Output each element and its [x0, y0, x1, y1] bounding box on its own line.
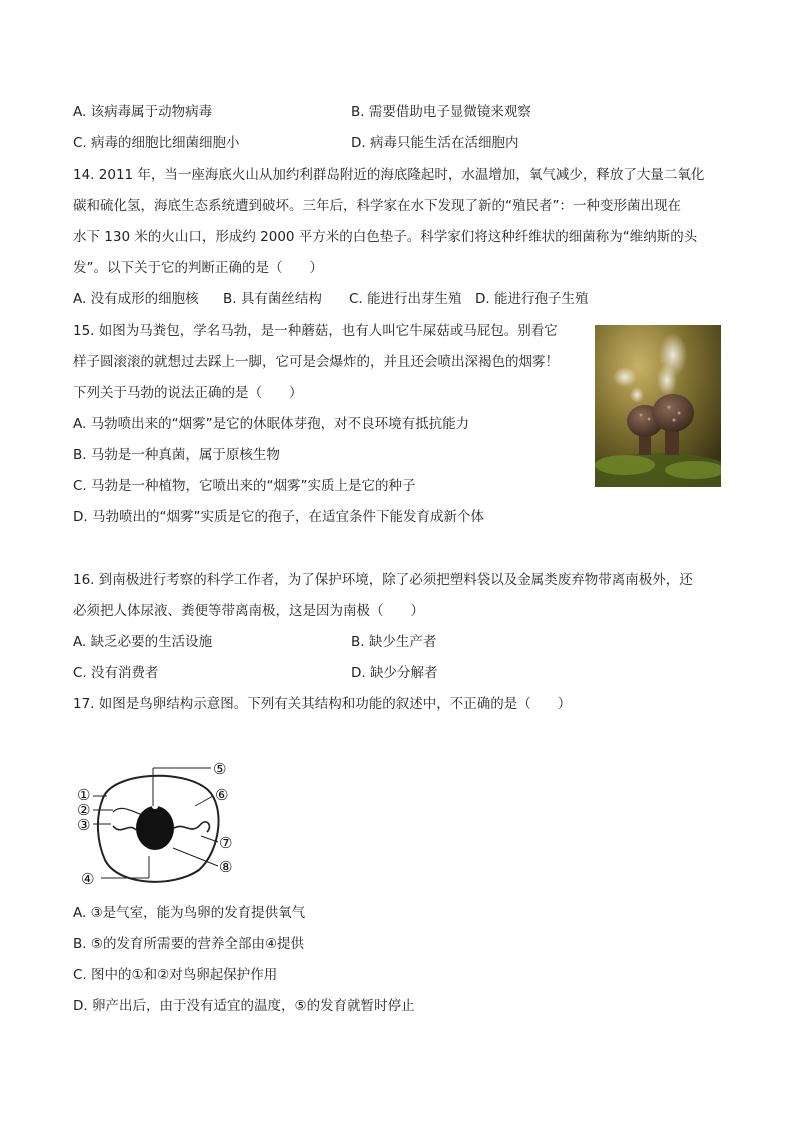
puffball-mushroom-photo [595, 325, 721, 487]
q17-option-c: C. 图中的①和②对鸟卵起保护作用 [73, 967, 278, 983]
egg-label-2: ② [77, 801, 91, 819]
q13-option-b: B. 需要借助电子显微镜来观察 [351, 104, 531, 120]
q16-option-b: B. 缺少生产者 [351, 634, 437, 650]
q15-option-d: D. 马勃喷出的“烟雾”实质是它的孢子，在适宜条件下能发育成新个体 [73, 509, 484, 525]
q14-option-c: C. 能进行出芽生殖 [349, 291, 462, 307]
egg-label-7: ⑦ [219, 834, 233, 852]
bird-egg-structure-diagram [73, 760, 243, 890]
q16-option-d: D. 缺少分解者 [351, 665, 438, 681]
q13-option-d: D. 病毒只能生活在活细胞内 [351, 135, 519, 151]
q15-stem-line: 下列关于马勃的说法正确的是（ ） [73, 385, 303, 401]
egg-label-8: ⑧ [219, 858, 233, 876]
q17-stem-line: 17. 如图是鸟卵结构示意图。下列有关其结构和功能的叙述中，不正确的是（ ） [73, 696, 572, 712]
q16-option-c: C. 没有消费者 [73, 665, 159, 681]
egg-label-5: ⑤ [213, 760, 227, 778]
q14-option-b: B. 具有菌丝结构 [223, 291, 322, 307]
q15-stem-line: 样子圆滚滚的就想过去踩上一脚，它可是会爆炸的，并且还会喷出深褐色的烟雾！ [73, 354, 559, 370]
q16-option-a: A. 缺乏必要的生活设施 [73, 634, 213, 650]
q14-options-row [73, 289, 588, 309]
q14-option-a: A. 没有成形的细胞核 [73, 291, 199, 307]
q14-stem-line: 水下 130 米的火山口，形成约 2000 平方米的白色垫子。科学家们将这种纤维状的细菌称为“维纳斯的头 [73, 229, 698, 245]
egg-label-6: ⑥ [215, 786, 229, 804]
q14-stem-line: 14. 2011 年，当一座海底火山从加约利群岛附近的海底隆起时，水温增加，氧气减少，释放了大量二氧化 [73, 167, 705, 183]
q17-option-a: A. ③是气室，能为鸟卵的发育提供氧气 [73, 905, 306, 921]
q14-stem-line: 碳和硫化氢，海底生态系统遭到破坏。三年后，科学家在水下发现了新的“殖民者”：一种变形菌出现在 [73, 198, 681, 214]
q13-option-c: C. 病毒的细胞比细菌细胞小 [73, 135, 240, 151]
egg-label-1: ① [77, 786, 91, 804]
q16-stem-line: 16. 到南极进行考察的科学工作者，为了保护环境，除了必须把塑料袋以及金属类废弃物带离南极外，还 [73, 572, 693, 588]
q14-option-d: D. 能进行孢子生殖 [475, 291, 589, 307]
egg-label-3: ③ [77, 816, 91, 834]
q15-option-b: B. 马勃是一种真菌，属于原核生物 [73, 447, 280, 463]
q13-option-a: A. 该病毒属于动物病毒 [73, 104, 213, 120]
q15-stem-line: 15. 如图为马粪包，学名马勃，是一种蘑菇，也有人叫它牛屎菇或马屁包。别看它 [73, 323, 558, 339]
q15-option-c: C. 马勃是一种植物，它喷出来的“烟雾”实质上是它的种子 [73, 478, 416, 494]
q15-option-a: A. 马勃喷出来的“烟雾”是它的休眠体芽孢，对不良环境有抵抗能力 [73, 416, 470, 432]
egg-label-4: ④ [81, 870, 95, 888]
q17-option-b: B. ⑤的发育所需要的营养全部由④提供 [73, 936, 305, 952]
q17-option-d: D. 卵产出后，由于没有适宜的温度，⑤的发育就暂时停止 [73, 998, 415, 1014]
q14-stem-line: 发”。以下关于它的判断正确的是（ ） [73, 260, 323, 276]
q16-stem-line: 必须把人体尿液、粪便等带离南极，这是因为南极（ ） [73, 603, 424, 619]
